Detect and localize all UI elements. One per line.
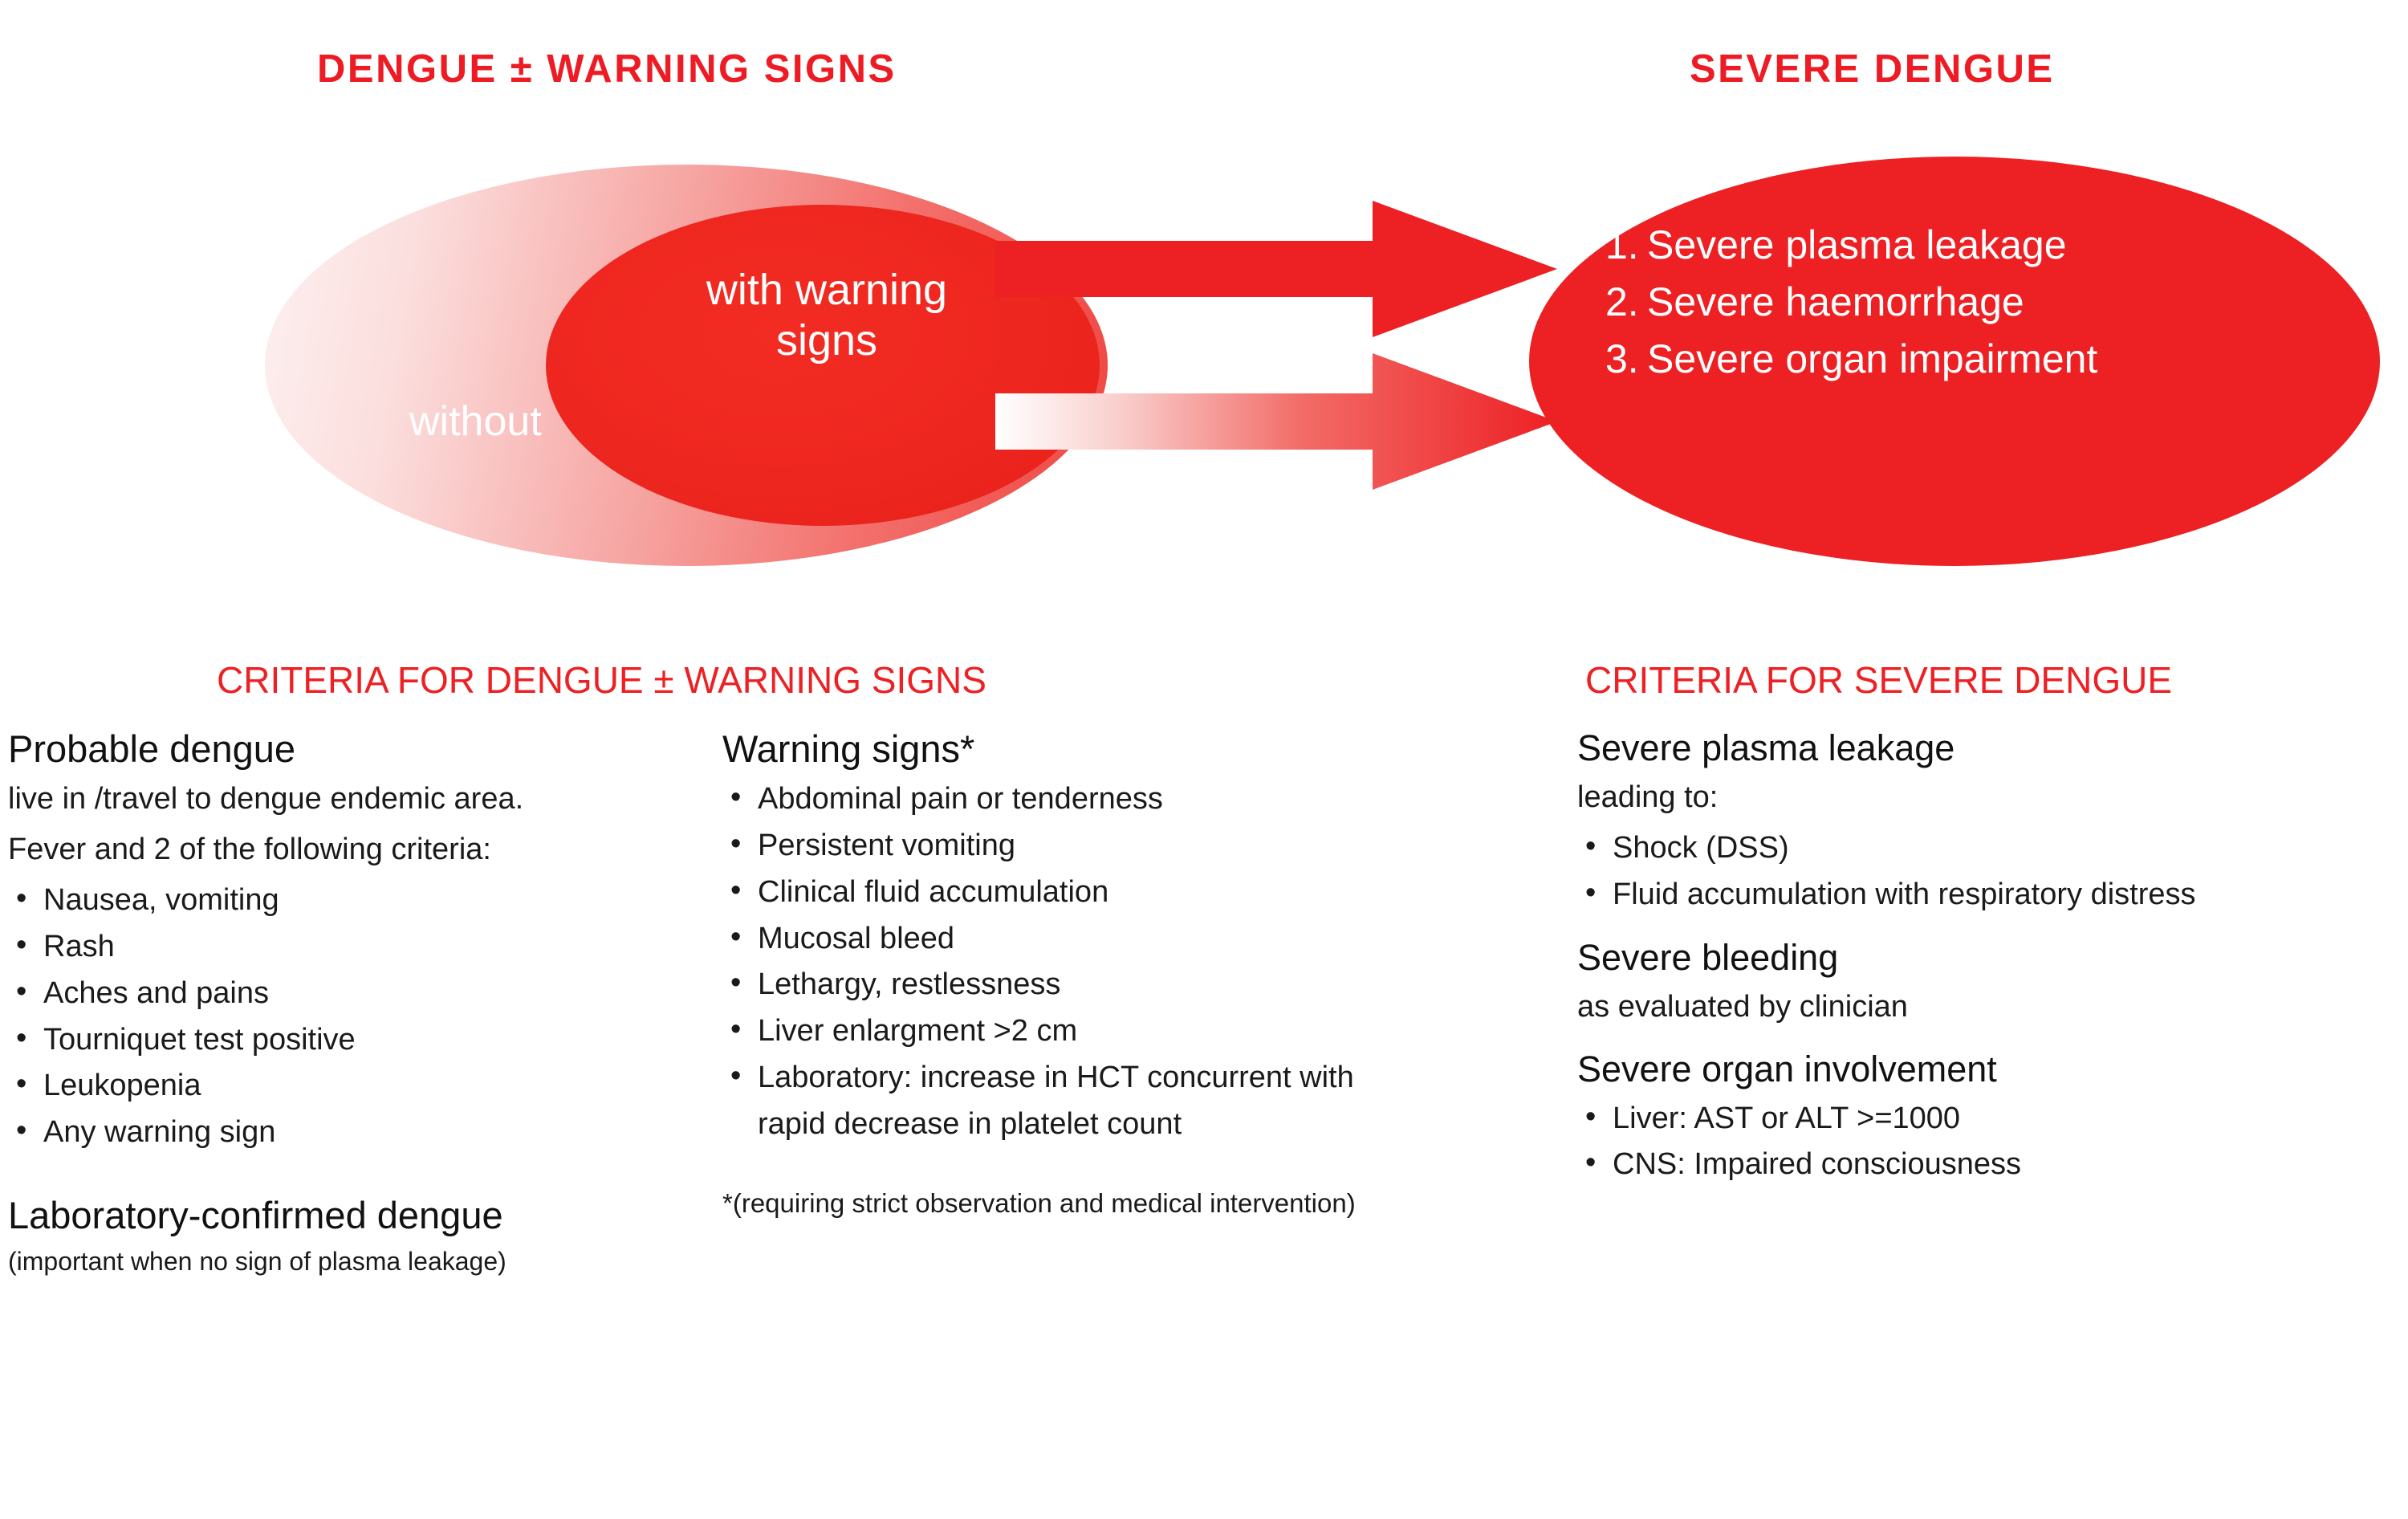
probable-dengue-criteria-list xyxy=(8,878,714,1156)
list-item: • Lethargy, restlessness xyxy=(722,962,1389,1008)
list-item: • Nausea, vomiting xyxy=(8,878,714,924)
column-warning-signs xyxy=(722,727,1389,1223)
list-item xyxy=(1605,217,2328,274)
list-item: • Fluid accumulation with respiratory distress xyxy=(1577,872,2388,918)
list-item-label: Severe organ impairment xyxy=(1647,336,2098,381)
severe-plasma-leakage-list xyxy=(1577,825,2388,918)
list-item: • Leukopenia xyxy=(8,1063,714,1110)
list-item: • Tourniquet test positive xyxy=(8,1017,714,1064)
laboratory-confirmed-note: (important when no sign of plasma leakage) xyxy=(8,1247,506,1277)
probable-dengue-line-1: live in /travel to dengue endemic area. xyxy=(8,782,524,817)
label-without: without xyxy=(409,398,542,445)
list-item xyxy=(1605,331,2328,388)
list-item: • Abdominal pain or tenderness xyxy=(722,776,1389,823)
list-item-label: Severe plasma leakage xyxy=(1647,222,2067,267)
column-probable-dengue xyxy=(8,727,714,1281)
list-item xyxy=(1605,274,2328,331)
warning-signs-list xyxy=(722,776,1389,1147)
severe-plasma-leakage-subtitle: leading to: xyxy=(1577,780,1719,814)
list-item: • Shock (DSS) xyxy=(1577,825,2388,872)
severe-organ-involvement-list xyxy=(1577,1096,2388,1189)
list-item: • Any warning sign xyxy=(8,1110,714,1156)
label-with-warning-signs xyxy=(650,265,1003,365)
list-item: • CNS: Impaired consciousness xyxy=(1577,1142,2388,1188)
list-item-number: 1. xyxy=(1605,222,1639,267)
heading-criteria-severe-dengue: CRITERIA FOR SEVERE DENGUE xyxy=(1585,659,2173,701)
severe-bleeding-subtitle: as evaluated by clinician xyxy=(1577,989,1908,1024)
heading-severe-dengue: SEVERE DENGUE xyxy=(1690,47,2055,91)
label-with-warning-signs-line2: signs xyxy=(775,316,878,364)
subheading-severe-bleeding: Severe bleeding xyxy=(1577,936,1839,978)
list-item: • Liver: AST or ALT >=1000 xyxy=(1577,1096,2388,1142)
list-item: • Persistent vomiting xyxy=(722,823,1389,869)
arrow-progression-bottom-icon xyxy=(995,345,1573,514)
list-item: • Mucosal bleed xyxy=(722,916,1389,963)
subheading-warning-signs: Warning signs* xyxy=(722,727,975,770)
list-item-number: 3. xyxy=(1605,336,1639,381)
list-item: • Liver enlargment >2 cm xyxy=(722,1008,1389,1055)
column-severe-dengue-criteria xyxy=(1577,727,2388,1193)
heading-criteria-dengue-warning-signs: CRITERIA FOR DENGUE ± WARNING SIGNS xyxy=(217,659,986,701)
list-item: • Clinical fluid accumulation xyxy=(722,869,1389,916)
severe-dengue-outcome-list xyxy=(1605,217,2328,388)
subheading-laboratory-confirmed-dengue: Laboratory-confirmed dengue xyxy=(8,1193,503,1236)
list-item-number: 2. xyxy=(1605,279,1639,324)
arrow-progression-top-icon xyxy=(995,193,1573,361)
subheading-probable-dengue: Probable dengue xyxy=(8,727,296,770)
list-item: • Rash xyxy=(8,924,714,971)
subheading-severe-plasma-leakage: Severe plasma leakage xyxy=(1577,727,1955,768)
subheading-severe-organ-involvement: Severe organ involvement xyxy=(1577,1048,1997,1089)
heading-dengue-warning-signs: DENGUE ± WARNING SIGNS xyxy=(317,47,897,91)
warning-signs-footnote: *(requiring strict observation and medical intervention) xyxy=(722,1188,1356,1219)
label-with-warning-signs-line1: with warning xyxy=(706,266,948,314)
list-item: • Laboratory: increase in HCT concurrent with rapid decrease in platelet count xyxy=(722,1055,1389,1148)
list-item: • Aches and pains xyxy=(8,971,714,1017)
list-item-label: Severe haemorrhage xyxy=(1647,279,2024,324)
probable-dengue-line-2: Fever and 2 of the following criteria: xyxy=(8,833,491,867)
